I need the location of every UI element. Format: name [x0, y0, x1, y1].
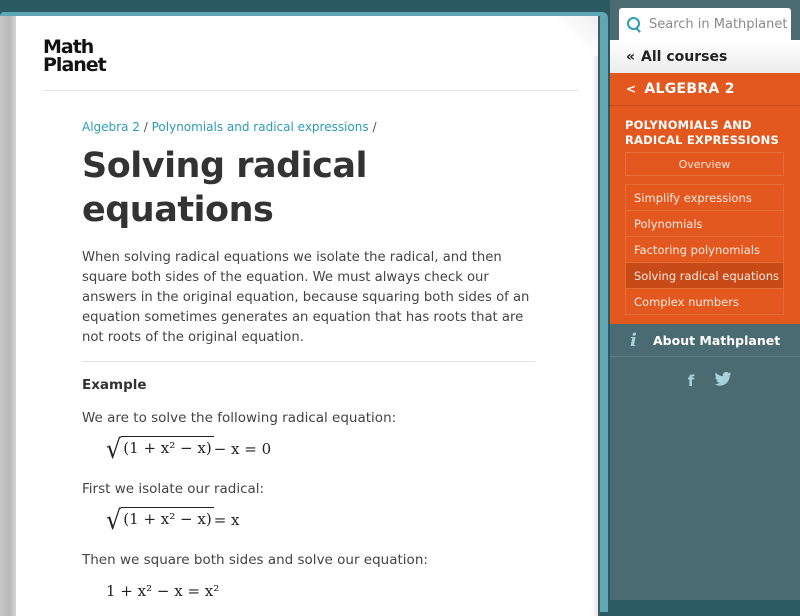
main-content [82, 120, 537, 606]
nav-item-factoring-polynomials[interactable]: Factoring polynomials [625, 237, 784, 263]
breadcrumb: Algebra 2 / Polynomials and radical expressions / [82, 120, 377, 134]
example-heading: Example [82, 377, 147, 393]
about-mathplanet-link[interactable]: i About Mathplanet [610, 324, 800, 357]
step1-text: We are to solve the following radical equation: [82, 410, 397, 426]
search-input[interactable] [647, 16, 791, 33]
topic-list [625, 184, 784, 315]
breadcrumb-algebra-2[interactable]: Algebra 2 [82, 120, 140, 134]
nav-item-polynomials[interactable]: Polynomials [625, 211, 784, 237]
page-curl [558, 16, 598, 56]
course-link-algebra-2[interactable]: < ALGEBRA 2 [610, 73, 800, 106]
social-links [610, 372, 800, 400]
info-icon: i [630, 329, 637, 351]
radical: √ (1 + x² − x) [106, 433, 212, 465]
equation-2: √ (1 + x² − x) = x [106, 504, 240, 536]
equation-1: √ (1 + x² − x) − x = 0 [106, 433, 272, 465]
section-title: POLYNOMIALS AND RADICAL EXPRESSIONS [625, 118, 779, 147]
radical: √ (1 + x² − x) [106, 504, 212, 536]
mathplanet-logo[interactable]: Math Planet [43, 36, 106, 76]
all-courses-link[interactable]: « All courses [610, 40, 800, 73]
overview-link[interactable]: Overview [625, 152, 784, 176]
nav-item-solving-radical-equations[interactable]: Solving radical equations [625, 263, 784, 289]
book-spine [0, 16, 16, 616]
step3-text: Then we square both sides and solve our equation: [82, 552, 428, 568]
twitter-icon[interactable] [714, 372, 732, 400]
double-chevron-left-icon: « [626, 48, 636, 65]
search-box[interactable] [619, 8, 791, 40]
step2-text: First we isolate our radical: [82, 481, 265, 497]
search-icon [627, 17, 641, 31]
page-title: Solving radical equations [82, 146, 368, 230]
course-nav [610, 73, 800, 324]
chevron-left-icon: < [626, 82, 637, 96]
nav-item-simplify-expressions[interactable]: Simplify expressions [625, 184, 784, 211]
header-divider [43, 90, 578, 91]
equation-3: 1 + x² − x = x² [106, 582, 220, 600]
nav-item-complex-numbers[interactable]: Complex numbers [625, 289, 784, 315]
intro-paragraph: When solving radical equations we isolate the radical, and then square both sides of the equation. We must always check our answers in the original equation, because squaring both sides of an equation sometimes generates an equation that has roots that are not roots of the original equation. [82, 250, 530, 345]
section-divider [82, 361, 535, 362]
breadcrumb-polynomials[interactable]: Polynomials and radical expressions [151, 120, 369, 134]
facebook-icon[interactable]: f [687, 372, 695, 390]
